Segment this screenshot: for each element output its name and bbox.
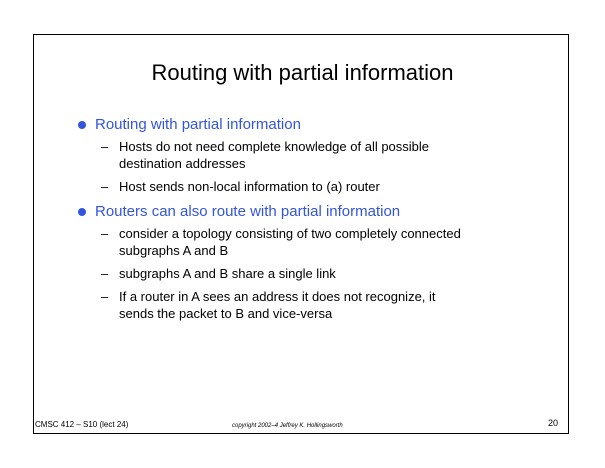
- page-number: 20: [548, 418, 559, 428]
- sub-bullet-2-2-line-1: subgraphs A and B share a single link: [119, 266, 336, 281]
- bullet-dot: [78, 208, 86, 216]
- sub-bullet-1-1-line-1: Hosts do not need complete knowledge of all possible: [119, 139, 430, 154]
- sub-bullet-2-1-line-2: subgraphs A and B: [119, 243, 229, 258]
- sub-bullet-2-3-line-1: If a router in A sees an address it does not recognize, it: [119, 289, 436, 304]
- dash-glyph: –: [101, 226, 109, 241]
- dash-glyph: –: [101, 289, 109, 304]
- bullet-1-text: Routing with partial information: [95, 116, 301, 133]
- dash-glyph: –: [101, 179, 109, 194]
- bullet-2-text: Routers can also route with partial information: [95, 203, 401, 220]
- sub-bullet-1-2-line-1: Host sends non-local information to (a) router: [119, 179, 380, 194]
- footer-copyright: copyright 2002–4 Jeffrey K. Hollingsworth: [232, 423, 343, 429]
- dash-glyph: –: [101, 266, 109, 281]
- dash-glyph: –: [101, 139, 109, 154]
- slide-title: Routing with partial information: [151, 60, 454, 85]
- bullet-dot: [78, 121, 86, 129]
- sub-bullet-2-3-line-2: sends the packet to B and vice-versa: [119, 306, 333, 321]
- footer-course: CMSC 412 – S10 (lect 24): [35, 420, 129, 429]
- sub-bullet-1-1-line-2: destination addresses: [119, 156, 246, 171]
- sub-bullet-2-1-line-1: consider a topology consisting of two completely connected: [119, 226, 461, 241]
